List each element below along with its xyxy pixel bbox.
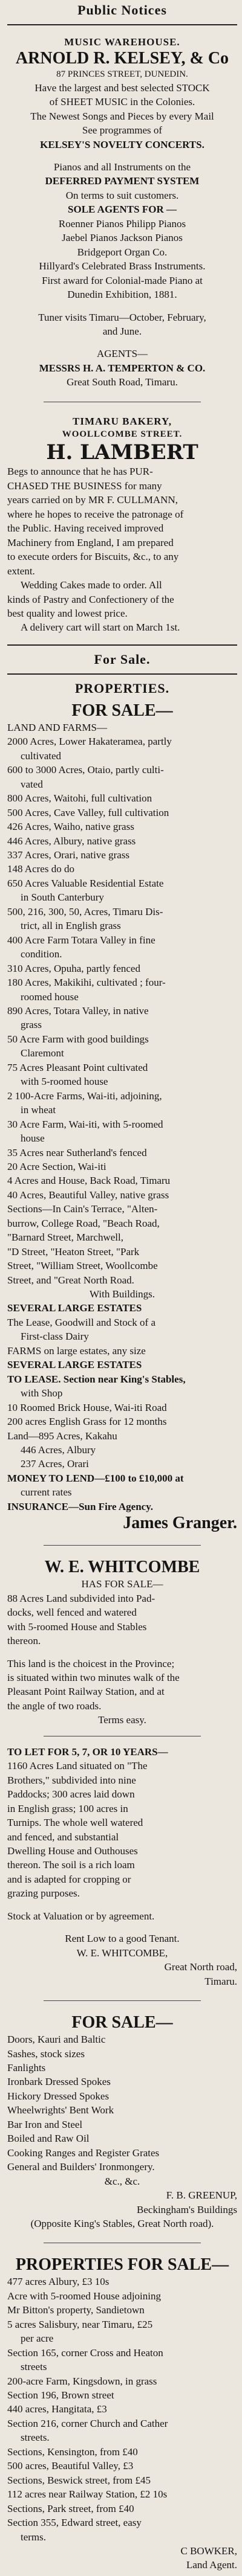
text-line: This land is the choicest in the Province; xyxy=(7,1657,175,1669)
text-line: Pianos and all Instruments on the xyxy=(53,161,191,173)
text-line: vated xyxy=(21,778,43,790)
text-line: in English grass; 100 acres in xyxy=(7,1802,128,1814)
text-line: Wedding Cakes made to order. All xyxy=(21,579,162,591)
text-line: Section 355, Edward street, easy xyxy=(7,2517,142,2529)
whitcombe-signature-address: Great North road, xyxy=(164,1961,237,1973)
text-line: Tuner visits Timaru—October, February, xyxy=(38,311,206,323)
text-line: Wheelwrights' Bent Work xyxy=(7,2104,114,2116)
text-line: to execute orders for Biscuits, &c., to any xyxy=(7,551,179,563)
text-line: Rent Low to a good Tenant. xyxy=(65,1933,180,1945)
text-line: Great South Road, Timaru. xyxy=(67,376,178,388)
granger-ad xyxy=(7,698,237,1537)
text-line: Hillyard's Celebrated Brass Instruments. xyxy=(39,260,206,272)
text-line: Jaebel Pianos Jackson Pianos xyxy=(62,232,183,244)
granger-lines xyxy=(7,721,237,1514)
spacer xyxy=(7,302,237,310)
text-line: "D Street, "Heaton Street, "Park xyxy=(7,1245,140,1257)
text-line: 2 100-Acre Farms, Wai-iti, adjoining, xyxy=(7,1090,162,1102)
text-line: General and Builders' Ironmongery. xyxy=(7,2161,155,2173)
text-line: 112 acres near Railway Station, £2 10s xyxy=(7,2488,168,2501)
text-line: Street, "William Street, Woollcombe xyxy=(7,1260,158,1272)
bowker-ad xyxy=(7,2252,237,2576)
text-line: The Newest Songs and Pieces by every Mail xyxy=(30,110,214,122)
greenup-title: FOR SALE— xyxy=(71,2013,173,2032)
greenup-ad xyxy=(7,2009,237,2234)
text-line: 890 Acres, Totara Valley, in native xyxy=(7,1004,149,1017)
text-line: 446 Acres, Albury xyxy=(21,1444,96,1456)
bowker-signature: C BOWKER, xyxy=(180,2545,237,2557)
text-line: MONEY TO LEND—£100 to £10,000 at xyxy=(7,1472,184,1484)
text-line: First award for Colonial-made Piano at xyxy=(42,274,203,286)
divider xyxy=(7,24,237,25)
text-line: LAND AND FARMS— xyxy=(7,721,107,733)
text-line: 800 Acres, Waitohi, full cultivation xyxy=(7,792,152,805)
timaru-bakery-ad xyxy=(7,411,237,638)
bakery-street: WOOLLCOMBE STREET. xyxy=(62,429,183,440)
text-line: condition. xyxy=(21,948,62,960)
text-line: INSURANCE—Sun Fire Agency. xyxy=(7,1500,154,1512)
text-line: of SHEET MUSIC in the Colonies. xyxy=(49,96,195,108)
text-line: burrow, College Road, "Beach Road, xyxy=(7,1217,160,1229)
text-line: Begs to announce that he has PUR- xyxy=(7,466,153,478)
text-line: Mr Bitton's property, Sandietown xyxy=(7,2304,145,2316)
text-line: 200-acre Farm, Kingsdown, in grass xyxy=(7,2375,157,2387)
text-line: house xyxy=(21,1132,45,1145)
text-line: Paddocks; 300 acres laid down xyxy=(7,1788,135,1800)
text-line: terms. xyxy=(21,2531,47,2543)
text-line: Sections, Park street, from £40 xyxy=(7,2502,134,2514)
properties-heading: PROPERTIES. xyxy=(74,680,170,696)
public-notices-heading: Public Notices xyxy=(77,2,167,18)
text-line: and fenced, and substantial xyxy=(7,1831,119,1843)
text-line: docks, well fenced and watered xyxy=(7,1607,137,1619)
text-line: CHASED THE BUSINESS for many xyxy=(7,480,162,492)
granger-title: FOR SALE— xyxy=(71,701,173,720)
greenup-signature: F. B. GREENUP, xyxy=(166,2189,237,2202)
text-line: Bridgeport Organ Co. xyxy=(77,246,168,258)
text-line: 2000 Acres, Lower Hakateramea, partly xyxy=(7,736,172,748)
text-line: Boiled and Raw Oil xyxy=(7,2133,90,2145)
text-line: thereon. xyxy=(7,1635,41,1647)
text-line: 500, 216, 300, 50, Acres, Timaru Dis- xyxy=(7,905,163,917)
text-line: Roenner Pianos Philipp Pianos xyxy=(58,217,186,230)
text-line: 30 Acre Farm, Wai-iti, with 5-roomed xyxy=(7,1118,163,1130)
spacer xyxy=(7,1901,237,1909)
text-line: Bar Iron and Steel xyxy=(7,2118,83,2130)
spacer xyxy=(7,152,237,160)
text-line: TO LET FOR 5, 7, OR 10 YEARS— xyxy=(7,1746,168,1758)
text-line: "Barnard Street, Marchwell, xyxy=(7,1232,123,1244)
divider xyxy=(7,644,237,646)
text-line: SOLE AGENTS FOR — xyxy=(68,204,177,216)
text-line: The Lease, Goodwill and Stock of a xyxy=(7,1316,156,1328)
text-line: Terms easy. xyxy=(98,1714,146,1726)
text-line: 4 Acres and House, Back Road, Timaru xyxy=(7,1175,171,1187)
text-line: the Public. Having received improved xyxy=(7,522,164,535)
text-line: 500 acres, Beautiful Valley, £3 xyxy=(7,2460,134,2472)
divider xyxy=(44,1545,201,1546)
text-line: Claremont xyxy=(21,1047,64,1059)
text-line: AGENTS— xyxy=(96,348,148,360)
text-line: Ironbark Dressed Spokes xyxy=(7,2076,111,2088)
text-line: 50 Acre Farm with good buildings xyxy=(7,1033,149,1045)
text-line: Section 216, corner Church and Cather xyxy=(7,2417,168,2429)
text-line: Machinery from England, I am prepared xyxy=(7,536,174,548)
text-line: Hickory Dressed Spokes xyxy=(7,2090,110,2102)
text-line: 400 Acre Farm Totara Valley in fine xyxy=(7,934,155,946)
newspaper-page xyxy=(0,2,242,2571)
text-line: Have the largest and best selected STOCK xyxy=(34,82,210,94)
whitcombe-lines xyxy=(7,1592,237,1727)
text-line: thereon. The soil is a rich loam xyxy=(7,1859,135,1871)
text-line: Street, and "Great North Road. xyxy=(7,1274,134,1286)
granger-signature: James Granger. xyxy=(123,1514,237,1533)
text-line: streets xyxy=(21,2361,47,2373)
whitcombe-let-lines xyxy=(7,1745,237,1946)
text-line: TO LEASE. Section near King's Stables, xyxy=(7,1373,186,1385)
text-line: 650 Acres Valuable Residential Estate xyxy=(7,877,164,889)
text-line: 20 Acre Section, Wai-iti xyxy=(7,1160,106,1172)
whitcombe-ad xyxy=(7,1554,237,1992)
text-line: Pleasant Point Railway Station, and at xyxy=(7,1686,165,1698)
text-line: in South Canterbury xyxy=(21,891,104,904)
text-line: Section 196, Brown street xyxy=(7,2389,114,2401)
greenup-signature-address: (Opposite King's Stables, Great North road). xyxy=(30,2217,214,2229)
for-sale-heading: For Sale. xyxy=(94,651,151,667)
text-line: Sashes, stock sizes xyxy=(7,2048,85,2060)
text-line: 10 Roomed Brick House, Wai-iti Road xyxy=(7,1401,167,1413)
divider xyxy=(44,2000,201,2001)
text-line: First-class Dairy xyxy=(21,1331,89,1343)
text-line: is situated within two minutes walk of the xyxy=(7,1672,180,1683)
text-line: 88 Acres Land subdivided into Pad- xyxy=(7,1592,155,1604)
text-line: the angle of two roads. xyxy=(7,1700,102,1712)
music-warehouse-ad xyxy=(7,31,237,393)
spacer xyxy=(7,338,237,347)
text-line: 200 acres English Grass for 12 months xyxy=(7,1416,167,1428)
text-line: Sections—In Cain's Terrace, "Alten- xyxy=(7,1203,158,1215)
text-line: in wheat xyxy=(21,1104,56,1116)
text-line: kinds of Pastry and Confectionery of the xyxy=(7,593,174,605)
greenup-lines xyxy=(7,2032,237,2188)
text-line: trict, all in English grass xyxy=(21,920,121,932)
text-line: On terms to suit customers. xyxy=(65,189,179,201)
text-line: 310 Acres, Opuha, partly fenced xyxy=(7,962,140,974)
page-column xyxy=(0,2,242,2576)
text-line: Land—895 Acres, Kakahu xyxy=(7,1430,117,1442)
text-line: with 5-roomed house xyxy=(21,1076,108,1088)
text-line: Dwelling House and Outhouses xyxy=(7,1845,138,1857)
text-line: 446 Acres, Albury, native grass xyxy=(7,835,136,847)
text-line: Brothers," subdivided into nine xyxy=(7,1774,136,1786)
music-lines xyxy=(7,81,237,390)
text-line: 426 Acres, Waiho, native grass xyxy=(7,821,134,833)
text-line: with Shop xyxy=(21,1387,63,1399)
text-line: where he hopes to receive the patronage of xyxy=(7,508,184,520)
text-line: &c., &c. xyxy=(104,2175,140,2187)
text-line: 1160 Acres Land situated on "The xyxy=(7,1760,148,1772)
text-line: Stock at Valuation or by agreement. xyxy=(7,1910,155,1922)
text-line: streets. xyxy=(21,2432,50,2444)
spacer xyxy=(7,1923,237,1932)
text-line: 440 acres, Hangitata, £3 xyxy=(7,2403,107,2415)
text-line: 237 Acres, Orari xyxy=(21,1458,89,1470)
text-line: With Buildings. xyxy=(90,1288,155,1300)
text-line: FARMS on large estates, any size xyxy=(7,1344,146,1357)
text-line: 477 acres Albury, £3 10s xyxy=(7,2276,110,2288)
text-line: 148 Acres do do xyxy=(7,863,74,875)
text-line: Fanlights xyxy=(7,2061,46,2073)
text-line: current rates xyxy=(21,1486,72,1498)
text-line: SEVERAL LARGE ESTATES xyxy=(7,1302,142,1314)
text-line: with 5-roomed House and Stables xyxy=(7,1620,147,1633)
text-line: A delivery cart will start on March 1st. xyxy=(21,622,180,634)
text-line: 180 Acres, Makikihi, cultivated ; four- xyxy=(7,977,166,989)
text-line: 337 Acres, Orari, native grass xyxy=(7,849,130,861)
text-line: Section 165, corner Cross and Heaton xyxy=(7,2346,163,2359)
text-line: and is adapted for cropping or xyxy=(7,1873,131,1885)
text-line: Turnips. The whole well watered xyxy=(7,1817,143,1829)
bowker-title: PROPERTIES FOR SALE— xyxy=(15,2255,229,2275)
text-line: 40 Acres, Beautiful Valley, native grass xyxy=(7,1189,169,1201)
text-line: 500 Acres, Cave Valley, full cultivation xyxy=(7,806,169,818)
text-line: roomed house xyxy=(21,991,79,1003)
bakery-title: TIMARU BAKERY, xyxy=(73,415,172,427)
text-line: Acre with 5-roomed House adjoining xyxy=(7,2290,161,2302)
greenup-signature-building: Beckingham's Buildings xyxy=(137,2203,237,2215)
text-line: Doors, Kauri and Baltic xyxy=(7,2034,106,2046)
text-line: Sections, Beswick street, from £45 xyxy=(7,2474,151,2486)
text-line: KELSEY'S NOVELTY CONCERTS. xyxy=(40,138,204,150)
text-line: 5 acres Salisbury, near Timaru, £25 xyxy=(7,2318,153,2330)
spacer xyxy=(7,1648,237,1657)
bakery-name: H. LAMBERT xyxy=(46,440,198,465)
text-line: years carried on by MR F. CULLMANN, xyxy=(7,494,178,506)
whitcombe-signature-town: Timaru. xyxy=(204,1975,237,1987)
text-line: See programmes of xyxy=(82,124,163,137)
text-line: Sections, Kensington, from £40 xyxy=(7,2446,138,2458)
whitcombe-title: W. E. WHITCOMBE xyxy=(44,1558,200,1577)
divider xyxy=(7,673,237,675)
bowker-signature-title: Land Agent. xyxy=(186,2559,237,2571)
text-line: SEVERAL LARGE ESTATES xyxy=(7,1359,142,1371)
text-line: Cooking Ranges and Register Grates xyxy=(7,2147,160,2159)
text-line: per acre xyxy=(21,2333,54,2345)
music-title: MUSIC WAREHOUSE. xyxy=(64,36,180,48)
text-line: 600 to 3000 Acres, Otaio, partly culti- xyxy=(7,764,164,776)
text-line: 75 Acres Pleasant Point cultivated xyxy=(7,1061,148,1073)
text-line: DEFERRED PAYMENT SYSTEM xyxy=(45,175,200,187)
text-line: MESSRS H. A. TEMPERTON & CO. xyxy=(39,362,206,374)
bowker-lines xyxy=(7,2275,237,2544)
music-firm: ARNOLD R. KELSEY, & Co xyxy=(15,49,229,68)
text-line: grass xyxy=(21,1019,42,1031)
whitcombe-signature: W. E. WHITCOMBE, xyxy=(76,1947,168,1959)
bakery-lines xyxy=(7,464,237,634)
text-line: and June. xyxy=(102,325,142,337)
text-line: grazing purposes. xyxy=(7,1887,80,1900)
text-line: Dunedin Exhibition, 1881. xyxy=(67,289,177,301)
music-address: 87 PRINCES STREET, DUNEDIN. xyxy=(56,69,188,80)
text-line: cultivated xyxy=(21,750,62,762)
text-line: 35 Acres near Sutherland's fenced xyxy=(7,1146,147,1158)
text-line: best quality and lowest price. xyxy=(7,608,128,619)
text-line: extent. xyxy=(7,565,35,577)
whitcombe-subtitle: HAS FOR SALE— xyxy=(81,1578,163,1590)
